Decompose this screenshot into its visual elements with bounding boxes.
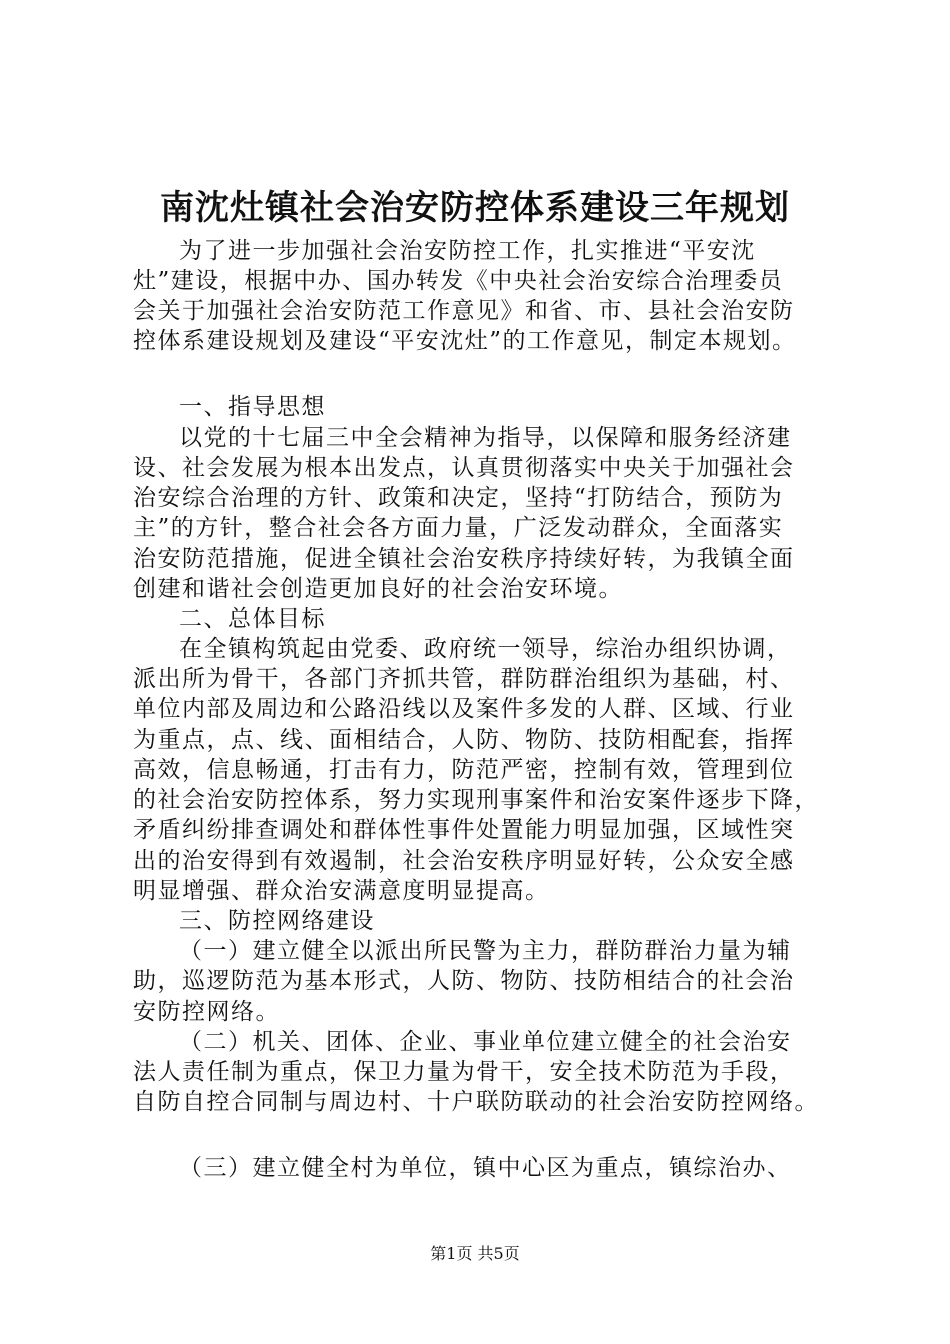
body-line: 创建和谐社会创造更加良好的社会治安环境。 [133, 576, 623, 602]
body-line: 为重点，点、线、面相结合，人防、物防、技防相配套，指挥 [133, 727, 795, 753]
body-line: 为了进一步加强社会治安防控工作，扎实推进“平安沈 [179, 238, 756, 264]
section-heading: 一、指导思想 [179, 394, 326, 420]
body-line: 派出所为骨干，各部门齐抓共管，群防群治组织为基础，村、 [133, 666, 795, 692]
body-line: 安防控网络。 [133, 999, 280, 1025]
body-line: 助，巡逻防范为基本形式，人防、物防、技防相结合的社会治 [133, 968, 795, 994]
body-line: 矛盾纠纷排查调处和群体性事件处置能力明显加强，区域性突 [133, 817, 795, 843]
page-footer: 第1页 共5页 [430, 1244, 520, 1263]
body-line: 灶”建设，根据中办、国办转发《中央社会治安综合治理委员 [133, 268, 784, 294]
body-line: 设、社会发展为根本出发点，认真贯彻落实中央关于加强社会 [133, 455, 795, 481]
body-line: 主”的方针，整合社会各方面力量，广泛发动群众，全面落实 [133, 515, 784, 541]
body-line: 治安防范措施，促进全镇社会治安秩序持续好转，为我镇全面 [133, 546, 795, 572]
body-line: 治安综合治理的方针、政策和决定，坚持“打防结合，预防为 [133, 485, 784, 511]
body-line: （一）建立健全以派出所民警为主力，群防群治力量为辅 [179, 938, 792, 964]
body-line: 在全镇构筑起由党委、政府统一领导，综治办组织协调， [179, 636, 792, 662]
body-line: 单位内部及周边和公路沿线以及案件多发的人群、区域、行业 [133, 696, 795, 722]
body-line: 会关于加强社会治安防范工作意见》和省、市、县社会治安防 [133, 298, 795, 324]
section-heading: 三、防控网络建设 [179, 908, 375, 934]
body-line: 高效，信息畅通，打击有力，防范严密，控制有效，管理到位 [133, 757, 795, 783]
body-line: 以党的十七届三中全会精神为指导，以保障和服务经济建 [179, 425, 792, 451]
section-heading: 二、总体目标 [179, 606, 326, 632]
document-title: 南沈灶镇社会治安防控体系建设三年规划 [160, 188, 790, 228]
body-line: 自防自控合同制与周边村、十户联防联动的社会治安防控网络。 [133, 1089, 819, 1115]
body-line: 出的治安得到有效遏制，社会治安秩序明显好转，公众安全感 [133, 848, 795, 874]
body-line: （二）机关、团体、企业、事业单位建立健全的社会治安 [179, 1029, 792, 1055]
body-line: 明显增强、群众治安满意度明显提高。 [133, 878, 550, 904]
body-line: 的社会治安防控体系，努力实现刑事案件和治安案件逐步下降， [133, 787, 819, 813]
body-line: 法人责任制为重点，保卫力量为骨干，安全技术防范为手段， [133, 1059, 795, 1085]
body-line: （三）建立健全村为单位，镇中心区为重点，镇综治办、 [179, 1155, 792, 1181]
body-line: 控体系建设规划及建设“平安沈灶”的工作意见，制定本规划。 [133, 328, 797, 354]
